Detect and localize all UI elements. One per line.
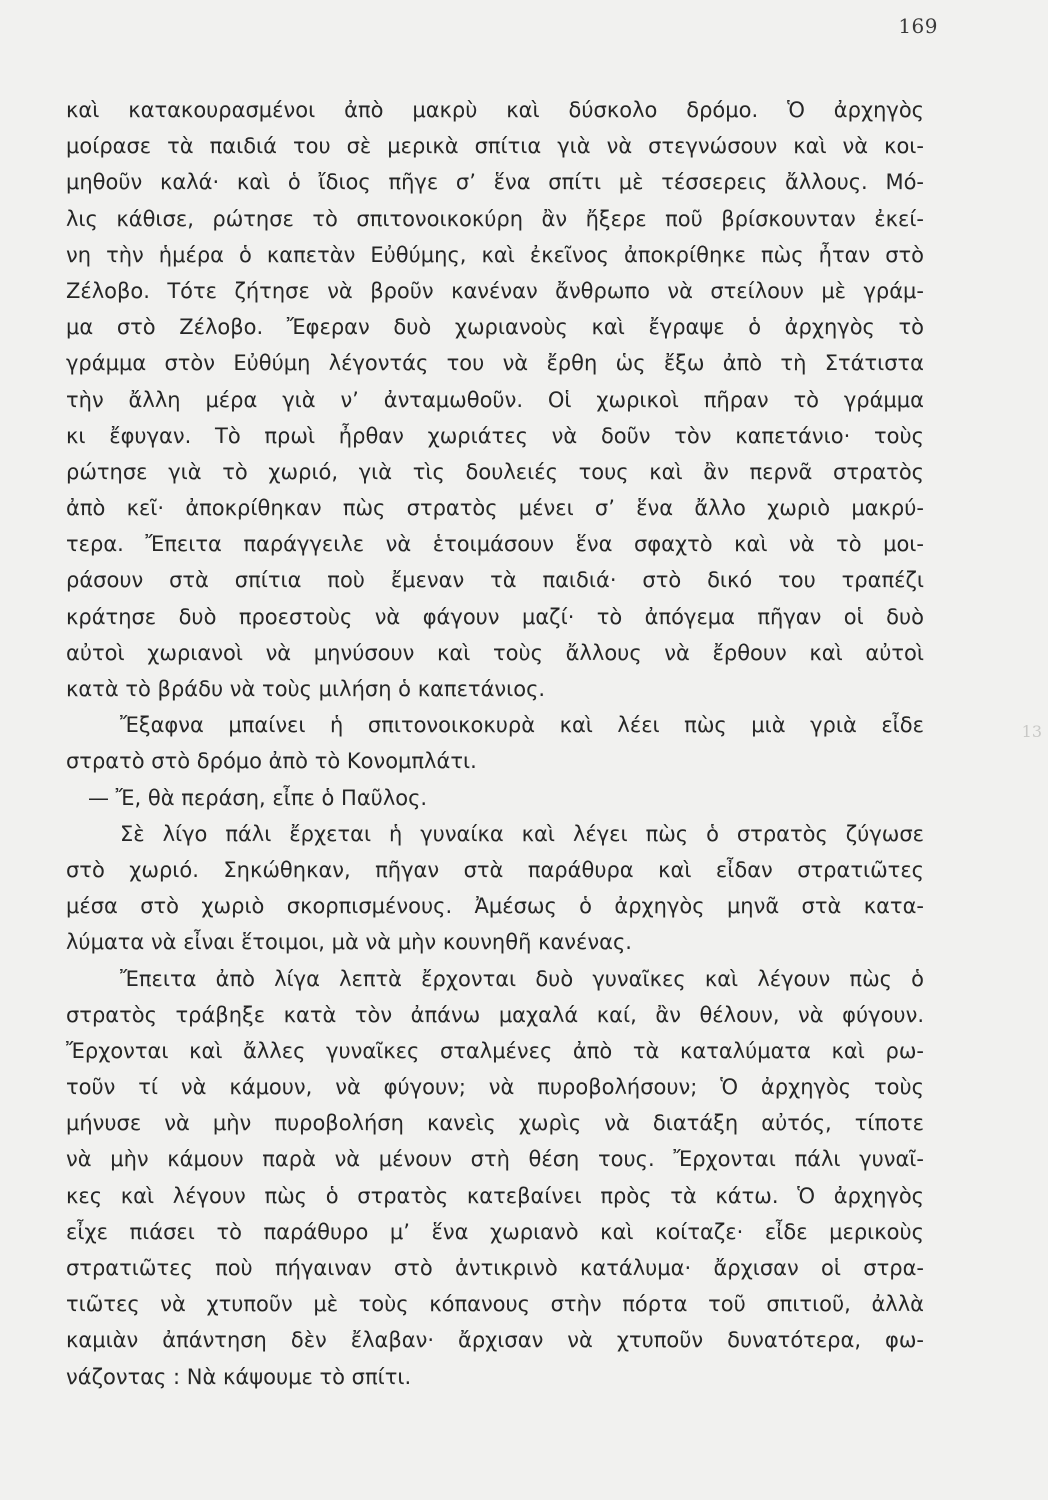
text-line: Ἔξαφνα μπαίνει ἡ σπιτονοικοκυρὰ καὶ λέει πὼς μιὰ γριὰ εἶδε bbox=[120, 713, 924, 738]
text-line: μέσα στὸ χωριὸ σκορπισμένους. Ἀμέσως ὁ ἀρχηγὸς μηνᾶ στὰ κατα- bbox=[66, 894, 924, 919]
text-line: Σὲ λίγο πάλι ἔρχεται ἡ γυναίκα καὶ λέγει πὼς ὁ στρατὸς ζύγωσε bbox=[120, 821, 924, 846]
page-number: 169 bbox=[898, 14, 938, 38]
text-line: — Ἔ, θὰ περάση, εἶπε ὁ Παῦλος. bbox=[88, 785, 428, 810]
text-line: Ἔπειτα ἀπὸ λίγα λεπτὰ ἔρχονται δυὸ γυναῖκες καὶ λέγουν πὼς ὁ bbox=[120, 966, 924, 991]
text-line: κράτησε δυὸ προεστοὺς νὰ φάγουν μαζί· τὸ ἀπόγεμα πῆγαν οἱ δυὸ bbox=[66, 604, 924, 629]
text-line: στρατιῶτες ποὺ πήγαιναν στὸ ἀντικρινὸ κατάλυμα· ἄρχισαν οἱ στρα- bbox=[66, 1256, 924, 1280]
text-line: λύματα νὰ εἶναι ἕτοιμοι, μὰ νὰ μὴν κουνηθῆ κανένας. bbox=[66, 930, 632, 955]
text-line: κι ἔφυγαν. Τὸ πρωὶ ἦρθαν χωριάτες νὰ δοῦν τὸν καπετάνιο· τοὺς bbox=[66, 423, 924, 448]
text-line: λις κάθισε, ρώτησε τὸ σπιτονοικοκύρη ἂν ἤξερε ποῦ βρίσκουνταν ἐκεί- bbox=[66, 206, 924, 231]
text-line: γράμμα στὸν Εὐθύμη λέγοντάς του νὰ ἔρθη ὡς ἔξω ἀπὸ τὴ Στάτιστα bbox=[66, 351, 924, 376]
text-line: ἀπὸ κεῖ· ἀποκρίθηκαν πὼς στρατὸς μένει σ’ ἕνα ἄλλο χωριὸ μακρύ- bbox=[66, 496, 924, 521]
text-line: καὶ κατακουρασμένοι ἀπὸ μακρὺ καὶ δύσκολο δρόμο. Ὁ ἀρχηγὸς bbox=[66, 98, 924, 122]
text-line: κες καὶ λέγουν πὼς ὁ στρατὸς κατεβαίνει πρὸς τὰ κάτω. Ὁ ἀρχηγὸς bbox=[66, 1183, 924, 1208]
body-text bbox=[66, 92, 924, 1395]
text-line: στὸ χωριό. Σηκώθηκαν, πῆγαν στὰ παράθυρα καὶ εἶδαν στρατιῶτες bbox=[66, 857, 924, 882]
text-line: τερα. Ἔπειτα παράγγειλε νὰ ἑτοιμάσουν ἕνα σφαχτὸ καὶ νὰ τὸ μοι- bbox=[66, 532, 924, 557]
text-line: νάζοντας : Νὰ κάψουμε τὸ σπίτι. bbox=[66, 1364, 412, 1389]
text-line: εἶχε πιάσει τὸ παράθυρο μ’ ἕνα χωριανὸ καὶ κοίταζε· εἶδε μερικοὺς bbox=[66, 1219, 924, 1244]
text-line: ρώτησε γιὰ τὸ χωριό, γιὰ τὶς δουλειές τους καὶ ἂν περνᾶ στρατὸς bbox=[66, 459, 924, 484]
text-line: νὰ μὴν κάμουν παρὰ νὰ μένουν στὴ θέση τους. Ἔρχονται πάλι γυναῖ- bbox=[66, 1147, 924, 1172]
text-line: νη τὴν ἡμέρα ὁ καπετὰν Εὐθύμης, καὶ ἐκεῖνος ἀποκρίθηκε πὼς ἦταν στὸ bbox=[66, 242, 924, 267]
text-line: μοίρασε τὰ παιδιά του σὲ μερικὰ σπίτια γιὰ νὰ στεγνώσουν καὶ νὰ κοι- bbox=[66, 134, 924, 159]
text-line: κατὰ τὸ βράδυ νὰ τοὺς μιλήση ὁ καπετάνιος. bbox=[66, 677, 546, 701]
margin-mark: 13 bbox=[1021, 722, 1042, 741]
text-line: μήνυσε νὰ μὴν πυροβολήση κανεὶς χωρὶς νὰ διατάξη αὐτός, τίποτε bbox=[66, 1111, 924, 1136]
text-line: τὴν ἄλλη μέρα γιὰ ν’ ἀνταμωθοῦν. Οἱ χωρικοὶ πῆραν τὸ γράμμα bbox=[66, 387, 924, 412]
text-line: καμιὰν ἀπάντηση δὲν ἔλαβαν· ἄρχισαν νὰ χτυποῦν δυνατότερα, φω- bbox=[66, 1328, 924, 1353]
text-line: στρατὸ στὸ δρόμο ἀπὸ τὸ Κονομπλάτι. bbox=[66, 749, 477, 774]
text-line: μα στὸ Ζέλοβο. Ἔφεραν δυὸ χωριανοὺς καὶ ἔγραψε ὁ ἀρχηγὸς τὸ bbox=[66, 315, 924, 340]
text-line: τιῶτες νὰ χτυποῦν μὲ τοὺς κόπανους στὴν πόρτα τοῦ σπιτιοῦ, ἀλλὰ bbox=[66, 1292, 924, 1317]
text-line: Ἔρχονται καὶ ἄλλες γυναῖκες σταλμένες ἀπὸ τὰ καταλύματα καὶ ρω- bbox=[66, 1038, 924, 1063]
text-line: αὐτοὶ χωριανοὶ νὰ μηνύσουν καὶ τοὺς ἄλλους νὰ ἔρθουν καὶ αὐτοὶ bbox=[66, 640, 924, 665]
text-line: μηθοῦν καλά· καὶ ὁ ἴδιος πῆγε σ’ ἕνα σπίτι μὲ τέσσερεις ἄλλους. Μό- bbox=[66, 170, 924, 195]
text-line: στρατὸς τράβηξε κατὰ τὸν ἀπάνω μαχαλά καί, ἂν θέλουν, νὰ φύγουν. bbox=[66, 1002, 924, 1027]
text-line: Ζέλοβο. Τότε ζήτησε νὰ βροῦν κανέναν ἄνθρωπο νὰ στείλουν μὲ γράμ- bbox=[66, 278, 924, 303]
text-line: τοῦν τί νὰ κάμουν, νὰ φύγουν; νὰ πυροβολήσουν; Ὁ ἀρχηγὸς τοὺς bbox=[66, 1075, 924, 1100]
text-line: ράσουν στὰ σπίτια ποὺ ἔμεναν τὰ παιδιά· στὸ δικό του τραπέζι bbox=[66, 568, 924, 593]
